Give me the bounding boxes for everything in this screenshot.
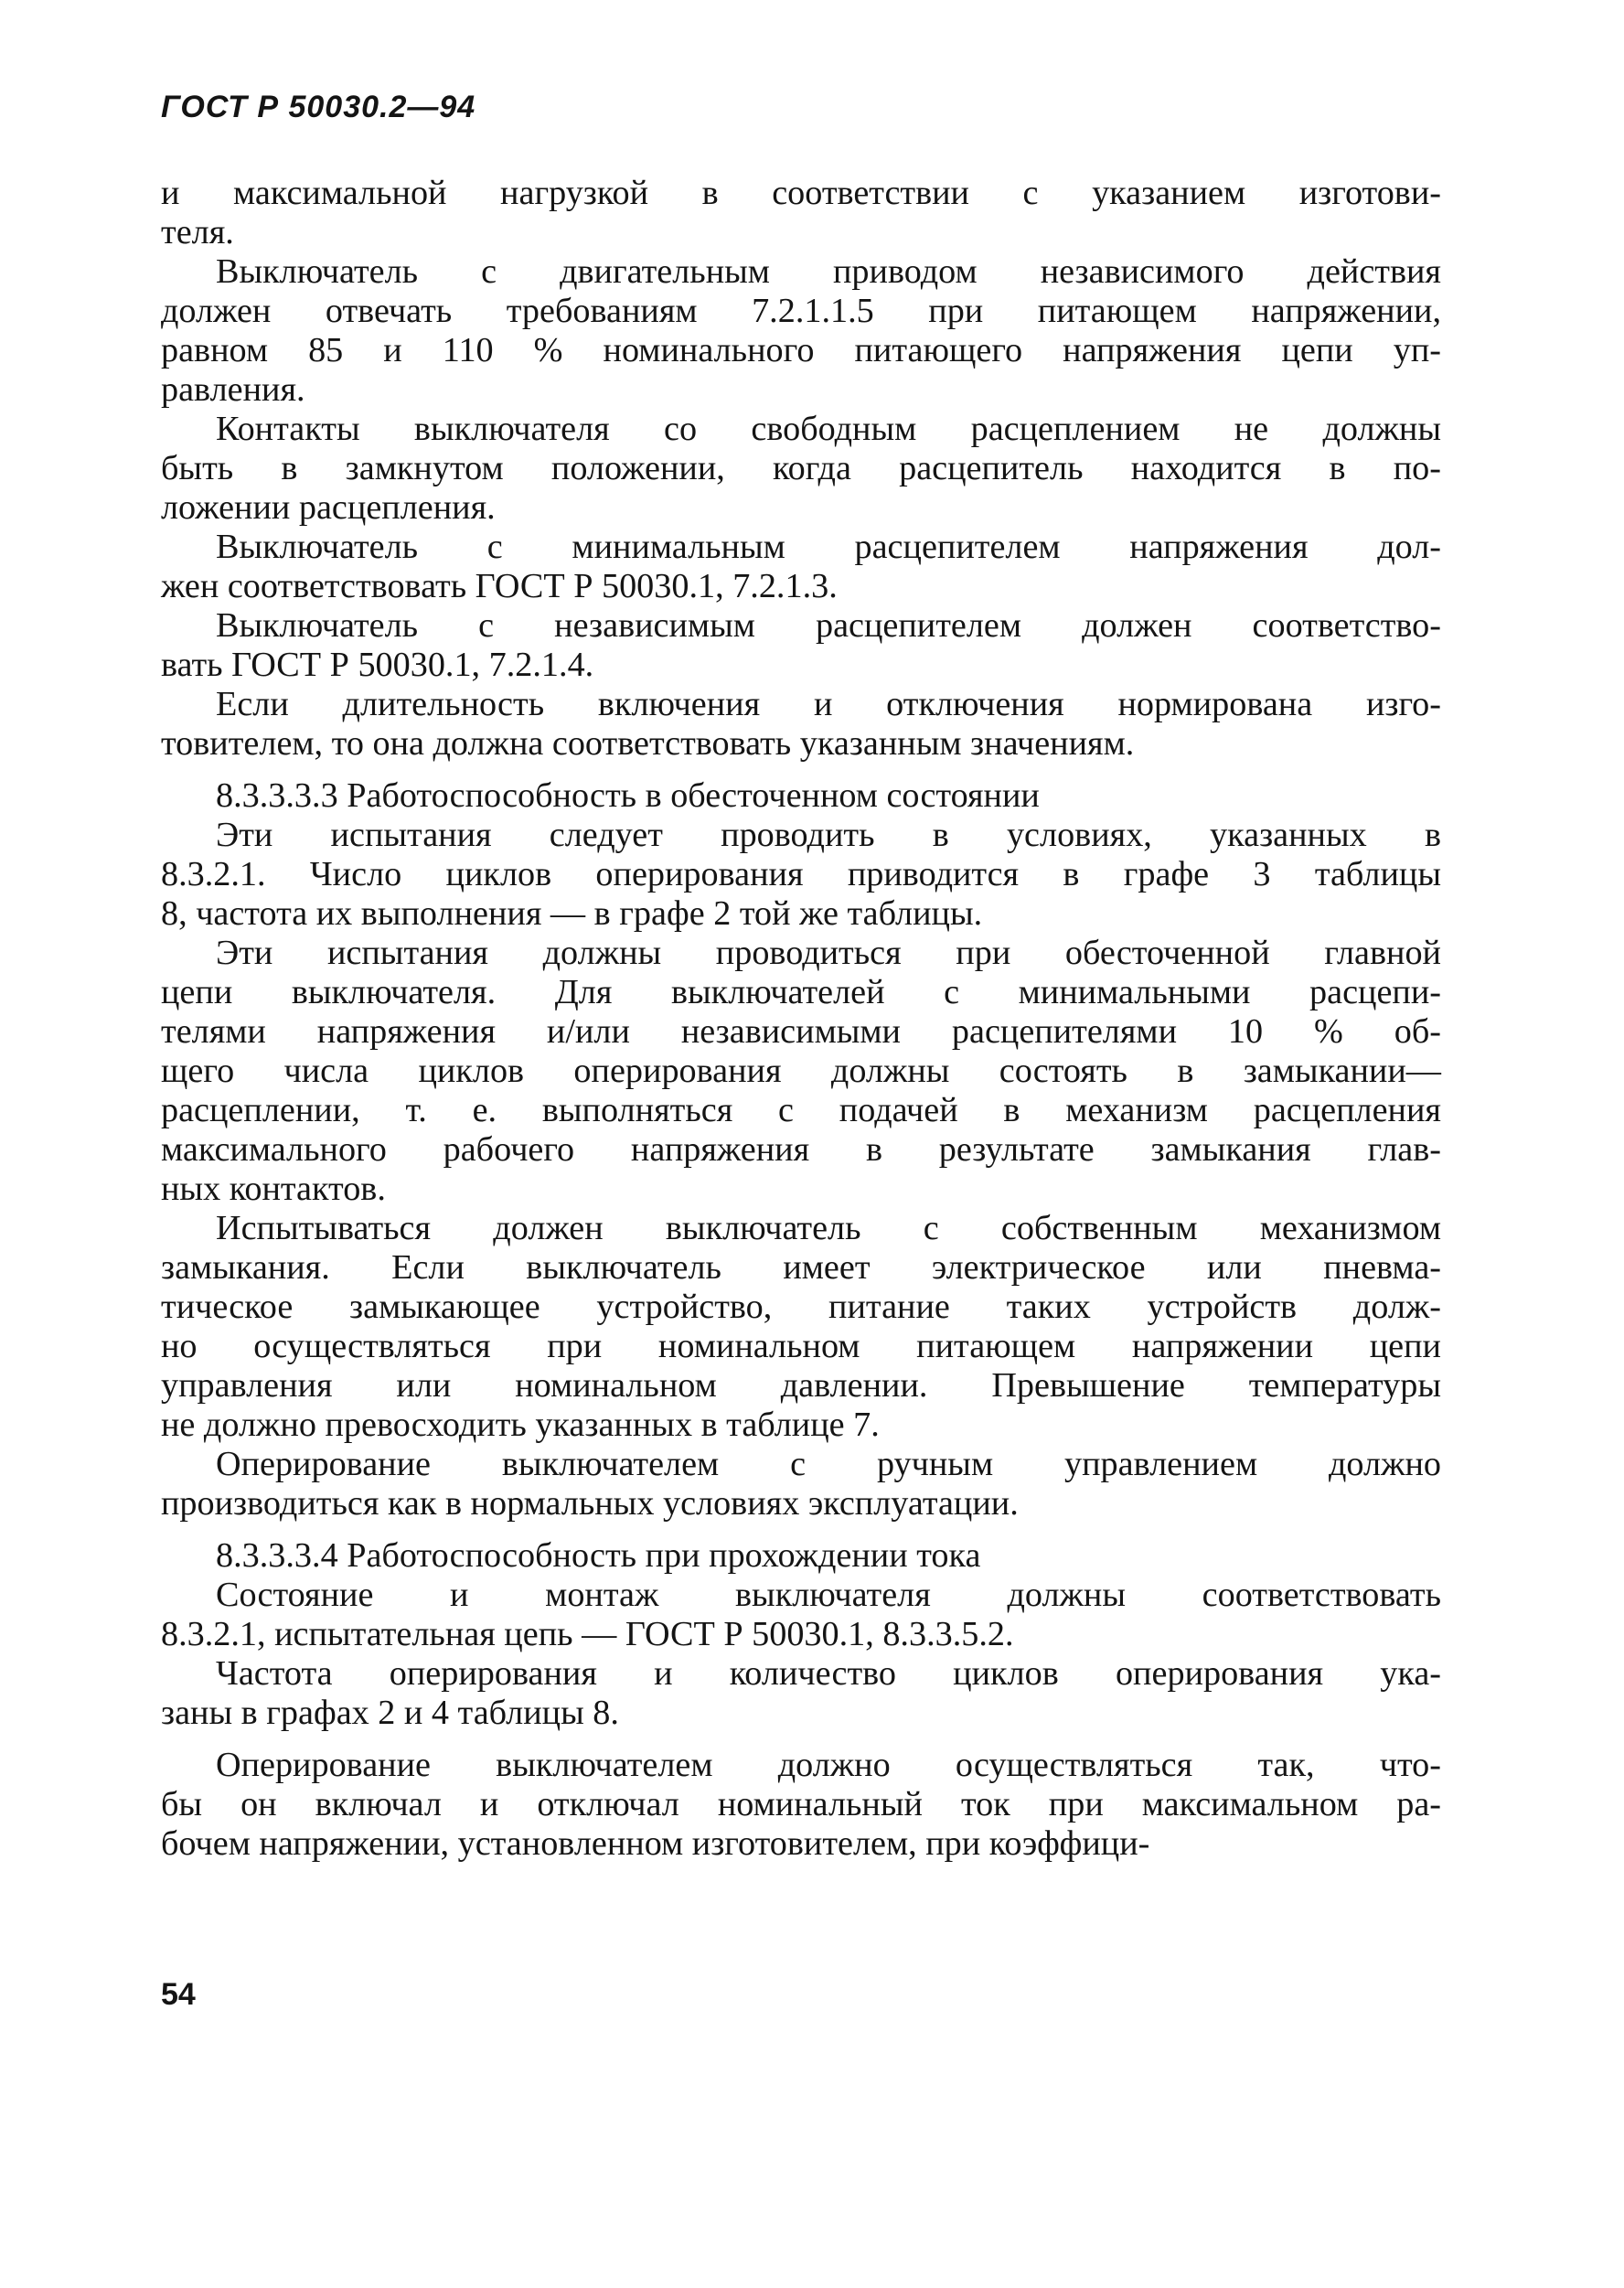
paragraph — [161, 685, 1441, 764]
paragraph — [161, 1209, 1441, 1445]
text-line: но осуществляться при номинальном питающем напряжении цепи — [161, 1327, 1441, 1365]
text-line: равном 85 и 110 % номинального питающего напряжения цепи уп- — [161, 331, 1441, 369]
text-line: 8.3.3.3.4 Работоспособность при прохождении тока — [216, 1536, 981, 1575]
text-line: Эти испытания должны проводиться при обесточенной главной — [216, 934, 1441, 972]
text-line: Выключатель с минимальным расцепителем напряжения дол- — [216, 528, 1441, 566]
text-line: Если длительность включения и отключения нормирована изго- — [216, 685, 1441, 723]
text-line: щего числа циклов оперирования должны состоять в замыкании— — [161, 1052, 1441, 1090]
text-line: максимального рабочего напряжения в результате замыкания глав- — [161, 1130, 1441, 1169]
paragraph — [161, 1445, 1441, 1524]
paragraph — [161, 174, 1441, 252]
page-number: 54 — [161, 1977, 196, 2012]
text-line: Оперирование выключателем должно осуществляться так, что- — [216, 1746, 1441, 1784]
text-line: быть в замкнутом положении, когда расцепитель находится в по- — [161, 449, 1441, 487]
text-line: производиться как в нормальных условиях эксплуатации. — [161, 1484, 1019, 1523]
text-line: замыкания. Если выключатель имеет электрическое или пневма- — [161, 1248, 1441, 1287]
text-line: не должно превосходить указанных в таблице 7. — [161, 1406, 880, 1444]
paragraph — [216, 1536, 1441, 1576]
text-line: Частота оперирования и количество циклов оперирования ука- — [216, 1654, 1441, 1693]
text-line: ложении расцепления. — [161, 488, 496, 527]
paragraph — [161, 816, 1441, 934]
text-line: Эти испытания следует проводить в условиях, указанных в — [216, 816, 1441, 854]
text-line: товителем, то она должна соответствовать указанным значениям. — [161, 724, 1135, 763]
text-line: 8.3.2.1. Число циклов оперирования приводится в графе 3 таблицы — [161, 855, 1441, 893]
text-line: Оперирование выключателем с ручным управлением должно — [216, 1445, 1441, 1483]
text-line: 8.3.3.3.3 Работоспособность в обесточенном состоянии — [216, 776, 1040, 815]
text-line: тическое замыкающее устройство, питание таких устройств долж- — [161, 1288, 1441, 1326]
text-line: Контакты выключателя со свободным расцеплением не должны — [216, 410, 1441, 448]
paragraph — [161, 1576, 1441, 1654]
paragraph — [161, 528, 1441, 606]
paragraph — [161, 934, 1441, 1209]
document-header: ГОСТ Р 50030.2—94 — [161, 90, 476, 124]
text-line: жен соответствовать ГОСТ Р 50030.1, 7.2.1.3. — [161, 567, 838, 605]
paragraph — [161, 606, 1441, 685]
text-line: 8.3.2.1, испытательная цепь — ГОСТ Р 50030.1, 8.3.3.5.2. — [161, 1615, 1014, 1653]
text-line: Испытываться должен выключатель с собственным механизмом — [216, 1209, 1441, 1247]
text-line: бочем напряжении, установленном изготовителем, при коэффици- — [161, 1824, 1150, 1863]
text-line: бы он включал и отключал номинальный ток при максимальном ра- — [161, 1785, 1441, 1823]
text-line: заны в графах 2 и 4 таблицы 8. — [161, 1694, 619, 1732]
text-line: ных контактов. — [161, 1170, 386, 1208]
text-line: Выключатель с независимым расцепителем должен соответство- — [216, 606, 1441, 645]
paragraph — [161, 1746, 1441, 1864]
paragraph — [161, 410, 1441, 528]
text-line: управления или номинальном давлении. Превышение температуры — [161, 1366, 1441, 1405]
text-line: равления. — [161, 370, 305, 409]
paragraph — [161, 252, 1441, 410]
text-line: 8, частота их выполнения — в графе 2 той же таблицы. — [161, 894, 983, 933]
text-line: расцеплении, т. е. выполняться с подачей в механизм расцепления — [161, 1091, 1441, 1129]
text-line: Состояние и монтаж выключателя должны соответствовать — [216, 1576, 1441, 1614]
body-text — [161, 174, 1441, 1864]
text-line: должен отвечать требованиям 7.2.1.1.5 при питающем напряжении, — [161, 292, 1441, 330]
text-line: вать ГОСТ Р 50030.1, 7.2.1.4. — [161, 646, 594, 684]
paragraph — [216, 776, 1441, 816]
paragraph — [161, 1654, 1441, 1733]
text-line: телями напряжения и/или независимыми расцепителями 10 % об- — [161, 1012, 1441, 1051]
text-line: теля. — [161, 213, 234, 251]
text-line: цепи выключателя. Для выключателей с минимальными расцепи- — [161, 973, 1441, 1011]
text-line: и максимальной нагрузкой в соответствии с указанием изготови- — [161, 174, 1441, 212]
text-line: Выключатель с двигательным приводом независимого действия — [216, 252, 1441, 291]
